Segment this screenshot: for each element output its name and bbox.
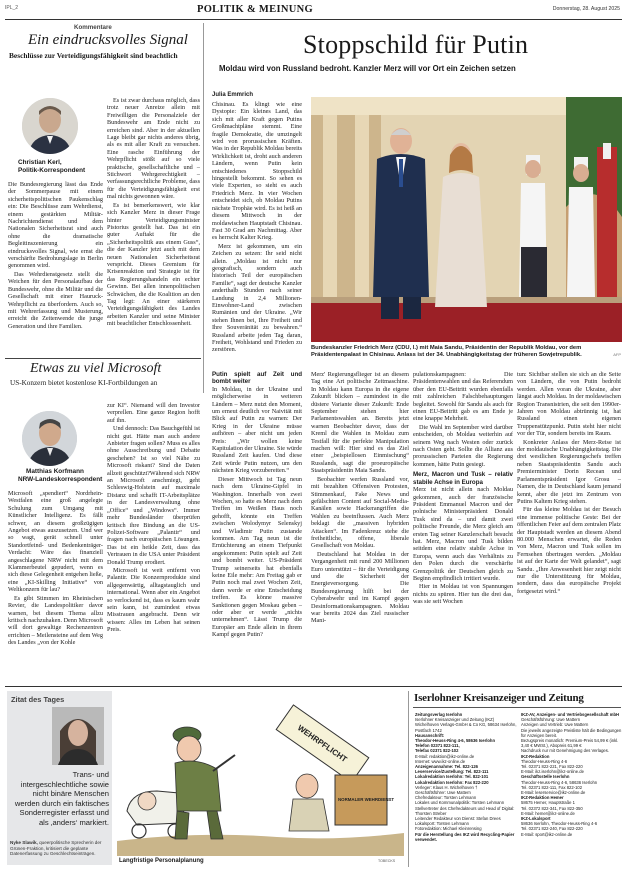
ki-author-role: NRW-Landeskorrespondent [18,476,103,483]
impressum-line: Tel. 02372 822-341, Fax 822-350 [521,805,583,811]
impressum-line: Theodor-Heuss-Ring 4-6, 58636 Iserlohn [521,779,598,785]
main-body-col1 [212,101,302,369]
ki-body-right [107,402,200,682]
paragraph: zur KI“. Niemand will den Investor verprellen. Eine ganze Region hofft auf ihn. [107,402,200,424]
commentary-author-role: Politik-Korrespondent [18,167,86,174]
impressum-line: Leitender Redakteur von Dienst: Stefan Drees [415,816,501,822]
impressum-line: Geschäftsführer: Uwe Mattern [415,790,471,796]
cartoon-drawing-icon [117,691,404,856]
paragraph: Dieser Mittwoch ist Tag neun nach dem Ukraine-Gipfel in Washington. Innerhalb von zwei Wochen, so hatte es Merz nach dem Treffen im Weißen Haus noch gehofft, könnte ein Treffen zwischen Wolodymyr Selenskyj und Wladimir Putin zustande kommen. Am Tag neun ist die Ernüchterung an einem Tiefpunkt angekommen: Putin spielt auf Zeit und bombt weiter. US-Präsident Trump seinerseits hat ebenfalls keine Eile mehr: Am Freitag gab er Putin noch mal zwei Wochen Zeit, dann werde er eine Entscheidung treffen. Es könne massive Sanktionen gegen Moskau geben – oder aber er werde „nichts unternehmen“. Lässt Trump die Europäer am Ende allein in ihrem Kampf gegen Putin? [212,475,302,639]
page-label: IPL_2 [5,5,19,11]
impressum-line: Tel. 02371 822-240, Fax 822-220 [521,826,583,832]
paragraph: tun: Sichtbar stellen sie sich an die Seite von Ländern, die von Putin bedroht werden. Allen voran die Ukraine, aber längst auch Moldau. In der moldawischen Region Transnistrien, die seit den 1990er-Jahren von Moldau abtrünnig ist, hat Russland einen eigenen Truppenstützpunkt. Putin steht hier nicht vor der Tür, sondern bereits im Raum. [517,371,621,438]
impressum-line: IKZ-Redaktion [521,753,550,759]
impressum-line: Lokalredaktion Iserlohn: Fax 822-220 [415,779,489,785]
impressum-right [521,712,623,862]
commentary-body-right [107,97,200,369]
paragraph: Merz ist gekommen, um ein Zeichen zu setzen: Ihr seid nicht allein. „Moldau ist nicht nur geografisch, sondern auch historisch Teil der europäischen Familie“, sagt der deutsche Kanzler anderthalb Stunden nach seiner Landung in 2,4 Millionen-Einwohner-Land zwischen Rumänien und der Ukraine. „Wir stehen Ihnen bei, Ihre Freiheit und Ihre Souveränität zu bewahren.“ Russland arbeite jeden Tag daran, Freiheit, Wohlstand und Frieden zu zerstören. [212,242,302,354]
cartoon [117,691,404,856]
impressum-line: Für die Herstellung des IKZ wird Recycling-Papier verwendet. [415,831,515,842]
commentary-body-left [8,181,103,357]
impressum-line: Internet: www.ikz-online.de [415,758,466,764]
paragraph: Es ist zwar durchaus möglich, dass trotz neuer Anreize allein mit Freiwilligen die Personalziele der Bundeswehr am Ende nicht zu erreichen sind. Aber in der aktuellen Lage bleibt gar nichts anderes übrig, als es mit aller Kraft zu versuchen. Eine rasche Einführung der Wehrpflicht stößt auf so viele praktische, gesellschaftliche und – Stichwort Wehrgerechtigkeit – verfassungsrechtliche Probleme, dass für die Verteidigungsfähigkeit erst mal nichts gewonnen wäre. [107,97,200,201]
photo-scene-icon [311,97,622,342]
section-title: POLITIK & MEINUNG [197,4,313,15]
paragraph: Merz ist nicht allein nach Moldau gekommen, auch der französische Präsident Emmanuel Macron und der polnische Ministerpräsident Donald Tusk sind da – und damit zwei politische Freunde, die Merz gleich am ersten Tag seiner Kanzlerschaft besucht hat. Merz, Macron und Tusk bilden seitdem eine relativ stabile Achse in Europa, wenn auch das Verhältnis zu den Polen durch die verschärfte Grenzpolitik der Deutschen gleich zu Beginn empfindlich irritiert wurde. [413,486,513,582]
impressum-line: IKZ-Lokalsport [521,816,551,822]
header-rule [5,19,622,20]
main-subtitle: Moldau wird von Russland bedroht. Kanzler Merz will vor Ort ein Zeichen setzen [219,64,516,73]
commentary-title: Ein eindrucksvolles Signal [28,32,188,48]
impressum-line: Theodor-Heuss-Ring 4-6 [521,758,568,764]
commentary-kicker: Kommentare [74,24,112,31]
main-body-col2 [311,371,409,681]
impressum-line: Tel. 02371 822-221, Fax 822-220 [521,764,583,770]
impressum-line: Lokalredaktion Iserlohn: Tel. 822-101 [415,774,489,780]
portrait-icon [22,411,77,466]
impressum-line: Anzeigenannahme: Tel. 822-126 [415,764,478,770]
commentary-subtitle: Beschlüsse zur Verteidigungsfähigkeit sind beachtlich [9,51,178,60]
impressum-line: E-Mail: ikz.iserlohn@ikz-online.de [521,769,584,775]
author-portrait [22,98,78,154]
impressum-line: Verleger: Klaus H. Wichelhoven † [415,784,478,790]
ki-body-left [8,490,103,682]
quote-kicker: Zitat des Tages [11,695,65,704]
ki-subtitle: US-Konzern bietet kostenlose KI-Fortbildungen an [10,379,158,387]
impressum-line: Iserlohner Kreisanzeiger und Zeitung (IKZ) Wichelhoven Verlags-GmbH & Co KG, 58634 Iserlohn, Postfach 1742 [415,717,517,733]
paragraph: Deutschland hat Moldau in der Vergangenheit mit rund 200 Millionen Euro unterstützt – für die Verteidigung und die Sicherheit der Energieversorgung. Die Bundesregierung hilft bei der Cyberabwehr und im Kampf gegen Desinformationskampagnen. Moldau war bereits 2024 das Ziel russischer Mani- [311,550,409,625]
impressum-line: Telefon 02371 822-111, [415,743,460,749]
impressum-line: 58675 Hemer, Hauptstraße 1 [521,800,576,806]
ki-author-name: Matthias Korfmann [26,468,84,475]
impressum-line: Telefax 02371 822-102 [415,748,459,754]
impressum-line: IKZ-Redaktion Hemer [521,795,564,801]
paragraph: Microsoft ist weit entfernt von Palantir. Die Konzernprodukte sind allgegenwärtig, alltagstauglich und international. Wenn aber ein Angebot so verlockend ist, dass es kaum wahr sein kann, ist zumindest etwas Misstrauen angebracht. Denn wir wissen: Alles im Leben hat seinen Preis. [107,566,200,634]
paragraph: Microsoft „spendiert“ Nordrhein-Westfalen eine groß angelegte Schulung zum Umgang mit Künstlicher Intelligenz. Es fällt schwer, an diesem großzügigen Angebot etwas auszusetzen. Und wer so wagt, gerät schnell unter Standortfeind- und Bedenkenträger-Verdacht: Wäre das finanziell angeschlagene NRW nicht mit dem Klammerbeutel gepudert, wenn es sich diese Gelegenheit entgehen ließe, eine „KI-Skilling Initiative“ von Weltkonzern für lau? [8,490,103,594]
cartoon-credit: TOBECKS [378,859,396,863]
author-portrait [22,411,77,466]
portrait-icon [52,707,104,765]
cartoon-box-text: NORMALER WEHRDIENST [338,797,395,802]
impressum-left [415,712,517,862]
impressum-line: Anzeigen und Vertrieb: Uwe Mattern [521,722,589,728]
impressum-line: Lokalsport: Torsten Lehmann [415,821,469,827]
impressum-line: IKZ-AV, Anzeigen- und Vertriebsgesellschaft mbH [521,712,620,717]
impressum-line: Chefredakteur: Torsten Lehmann [415,795,477,801]
paragraph: Die Bundesregierung lässt das Ende der Sommerpause mit einem sicherheitspolitischen Paukenschlag ein: Die Beschlüsse zum Wehrdienst, einem gestärkten Militär-Nachrichtendienst und dem Nationalen Sicherheitsrat sind auch ohne die dramatische Begleitinszenierung ein eindrucksvolles Signal, wie ernst die verschärfte Bedrohungslage in Berlin genommen wird. [8,181,103,270]
main-author: Julia Emmrich [212,92,254,98]
quote-attribution-name: Nyke Slawik, [10,840,38,845]
quote-portrait [52,707,104,765]
impressum-line: Leserservice/Zustellung: Tel. 822-111 [415,769,489,775]
impressum-line: Bezugspreis monatlich: Premium-Preis 54,99 € (inkl. 3,40 € MWSt.), Abopreis 61,99 € [521,738,619,749]
quote-attribution-text: queerpolitische Sprecherin der Grünen-Fraktion, kritisiert die geplante Datenerfassung zu Geschlechtseinträgen. [10,840,102,857]
impressum-rule [413,707,621,708]
portrait-icon [22,98,78,154]
paragraph: Chisinau. Es klingt wie eine Dystopie: Ein kleines Land, das sich mit aller Kraft gegen Putins Großmachtpläne stemmt. Eine fragile Demokratie, die umzingelt wird von prorussischen Kräften. Was in der Republik Moldau bereits Wirklichkeit ist, droht auch anderen Ländern, wenn Putin kein entschiedenes Stoppschild hingestellt bekommt. So sehen es viele Experten, so sieht es auch Friedrich Merz. In vier Wochen entscheidet sich, ob Moldau Putins nächste Trophäe wird. Es ist heiß an diesem Mittwoch in der moldawischen Hauptstadt Chisinau. Fast 30 Grad am Nachmittag. Aber es herrscht Kalter Krieg. [212,101,302,242]
impressum-line: Geschäftsstelle Iserlohn [521,774,570,780]
paragraph: Hier in Moldau ist von Spannungen nichts zu spüren. Hier tun die drei das, was sie seit Wochen [413,583,513,606]
paragraph: Das Wehrdienstgesetz stellt die Weichen für den Personalaufbau der Bundeswehr, ohne die Militär und die Gesellschaft mit einer Hauruck-Wehrpflicht zu überfordern. Auch so, mit Wehrerfassung und Musterung, erreicht die Zeitenwende die junge Generation und ihre Familien. [8,270,103,330]
subheading: Merz, Macron und Tusk – relativ stabile Achse in Europa [413,471,513,486]
paragraph: Beobachter werfen Russland vor, mit bezahlten Offensiven Protesten, Stimmenkauf, Fake News und gefälschten Content auf Social-Media-Kanälen sowie Hackerangriffen die Wahlen zu beeinflussen. Auch Merz beklagt die „massiven hybriden Attacken“. Im Fadenkreuz stehe die freiheitliche, offene, liberale Gesellschaft von Moldau. [311,475,409,550]
paragraph: Die Wahl im September wird darüber entscheiden, ob Moldau weiterhin auf seinem Weg nach Westen oder zurück nach Osten geht. Sollte die Allianz aus prorussischen Parteien die Regierung kommen, hätte Putin gesiegt. [413,423,513,468]
paragraph: Für das kleine Moldau ist der Besuch eine immense politische Geste: Bei der öffentlichen Feier auf dem zentralen Platz der Hauptstadt werden an diesem Abend 80.000 Menschen erwartet, die Reden von Merz, Macron und Tusk sollen im Fernsehen übertragen werden. „Moldau ist auf der Karte der Welt gelandet“, sagt Sandu. „Ihre Anwesenheit hier zeigt nicht nur die Unterstützung für Moldau, sondern, dass das europäische Projekt fortgesetzt wird.“ [517,506,621,595]
paragraph: Merz' Regierungsflieger ist an diesem Tag eine Art politische Zeitmaschine. In Moldau kann Europa in die eigene Zukunft blicken – zumindest in die düstere Variante dieser Zukunft: Ende September stehen hier Parlamentswahlen an. Bereits jetzt warnen Beobachter davor, dass der Kreml die Wahlen in Moldau zum Testfall für die perfekte Manipulation machen will: Hier sind es das Ziel einer „beispiellosen Einmischung“ Russlands, sagt die proeuropäische Staatspräsidentin Maia Sandu. [311,371,409,475]
main-headline: Stoppschild für Putin [303,30,529,59]
issue-date: Donnerstag, 28. August 2025 [552,6,620,12]
impressum-line: Stellvertreter des Chefredakteurs und Head of Digital: Thorsten Streber [415,805,515,816]
column-divider [408,691,409,867]
impressum-line: E-Mail: leserservice@ikz-online.de [521,790,586,796]
impressum-masthead: Iserlohner Kreisanzeiger und Zeitung [414,692,584,704]
cartoon-caption: Langfristige Personalplanung [119,858,204,864]
impressum-line: Lokales und Kommunalpolitik: Torsten Lehmann [415,800,505,806]
paragraph: In Moldau, in der Ukraine und möglicherweise in weiteren Ländern – Merz nutzt den Moment, um erneut deutlich vor Naivität mit Blick auf Putin zu warnen: Der Krieg in der Ukraine müsse aufhören – aber nicht um jeden Preis: „Wir wollen keine Kapitulation der Ukraine. Sie würde Russland Zeit kaufen. Und diese Zeit würde Putin nutzen, um den nächsten Krieg vorzubereiten.“ [212,385,302,475]
paragraph: Und dennoch: Das Bauchgefühl ist nicht gut. Hätte man auch andere Anbieter fragen sollen? Muss es alles ohne Ausschreibung und Debatte geschehen? Ist so viel Nähe zu Microsoft riskant? Sind die Daten allzeit geschützt?Während sich NRW an Microsoft anschmiegt, geht Schleswig-Holstein auf maximale Distanz und schafft IT-Arbeitsplätze in der Landesverwaltung ohne „Office“ und „Windows“. Immer mehr Bundesländer überprüfen kritisch ihre Bindung an die US-Polizei-Software „Palantir“ und fragen nach europäischen Lösungen. Das ist ein heikle Zeit, dass das Vertrauen in die USA unter Präsident Donald Trump erodiert. [107,425,200,566]
impressum-line: Tel. 02371 822-111, Fax 822-102 [521,784,583,790]
cartoon-sign-text: WEHRPFLICHT [295,723,349,765]
bottom-section-rule [5,686,622,687]
paragraph: pulationskampagnen: Die Präsidentenwahlen und das Referendum über den EU-Beitritt wurden ebenfalls mit zahlreichen Falschbehauptungen begleitet. Sowohl für Sandu als auch für einen EU-Beitritt gab es am Ende je eine knappe Mehrheit. [413,371,513,423]
quote-text: Trans- und intergeschlechtliche sowie nicht binäre Menschen werden durch ein faktisches Sonderregister erfasst und als ‚anders‘ markiert. [14,770,109,827]
impressum-line: Fotoredaktion: Michael Kleinrensing [415,826,482,832]
impressum-line: E-Mail: sport@ikz-online.de [521,831,573,837]
impressum-line: Die jeweils angezeigte Preisliste hält die Bedingungen für Anzeigen bereit. [521,727,622,738]
ki-title: Etwas zu viel Microsoft [30,361,162,376]
main-body-col1b [212,371,302,681]
impressum-line: 58636 Iserlohn, Theodor-Heuss-Ring 4-6 [521,821,598,827]
impressum-line: Zeitungsverlag Iserlohn [415,712,463,717]
quote-attribution [10,840,109,857]
main-body-col4 [517,371,621,681]
impressum-line: Hausanschrift: [415,732,445,738]
impressum-line: Geschäftsführung: Uwe Mattern [521,717,581,723]
commentary-author-name: Christian Kerl, [18,159,62,166]
section-rule [5,358,201,359]
impressum-line: Nachdruck nur mit Genehmigung des Verlages. [521,748,609,754]
impressum-line: E-Mail: hemer@ikz-online.de [521,810,575,816]
paragraph: Es gibt Stimmen im Rheinischen Revier, die Landespolitiker davor warnen, bei diesem Thema allzu kritisch nachzuhaken. Denn Microsoft will dort gewaltige Rechenzentren errichten – Meilensteine auf dem Weg des Landes „von der Kohle [8,594,103,647]
paragraph: Es ist bemerkenswert, wie klar sich Kanzler Merz in dieser Frage hinter Verteidigungsminister Pistorius gestellt hat. Das ist ein guter Auftakt für die „Sicherheitspolitik aus einem Guss“, die der Kanzler jetzt auch mit dem neuen Nationalen Sicherheitsrat verspricht. Dieses Gremium für Krisenreaktion und Strategie ist für das Regierungshandeln ein echter Gewinn. Bei allen innenpolitischen Schwächen, die die Koalition an den Tag legt: An einer stärkeren Verteidigungsfähigkeit des Landes arbeiten Kanzler und seine Minister mit beachtlicher Entschlossenheit. [107,201,200,328]
main-body-col3 [413,371,513,681]
main-photo [311,97,622,342]
photo-caption: Bundeskanzler Friedrich Merz (CDU, l.) mit Maia Sandu, Präsidentin der Republik Moldau, vor dem Präsidentenpalast in Chisinau. Anlass ist der 34. Unabhängigkeitstag der früheren Sowjetrepublik. [311,345,582,358]
paragraph: Konkreter Anlass der Merz-Reise ist der moldauische Unabhängigkeitstag. Die drei westlichen Regierungschefs treffen neben Staatspräsidentin Sandu auch Premierminister Dorin Recean und Parlamentspräsident Igor Grosu – Namen, die in Deutschland kaum jemand kennt, aber die jetzt im Zentrum von Putins Kaltem Krieg stehen. [517,438,621,505]
subheading: Putin spielt auf Zeit und bombt weiter [212,371,302,386]
photo-credit: AFP [613,352,621,357]
impressum-line: E-Mail: redaktion@ikz-online.de [415,753,475,759]
impressum-line: Theodor-Heuss-Ring 4-6, 58636 Iserlohn [415,738,496,744]
column-divider [203,23,204,393]
